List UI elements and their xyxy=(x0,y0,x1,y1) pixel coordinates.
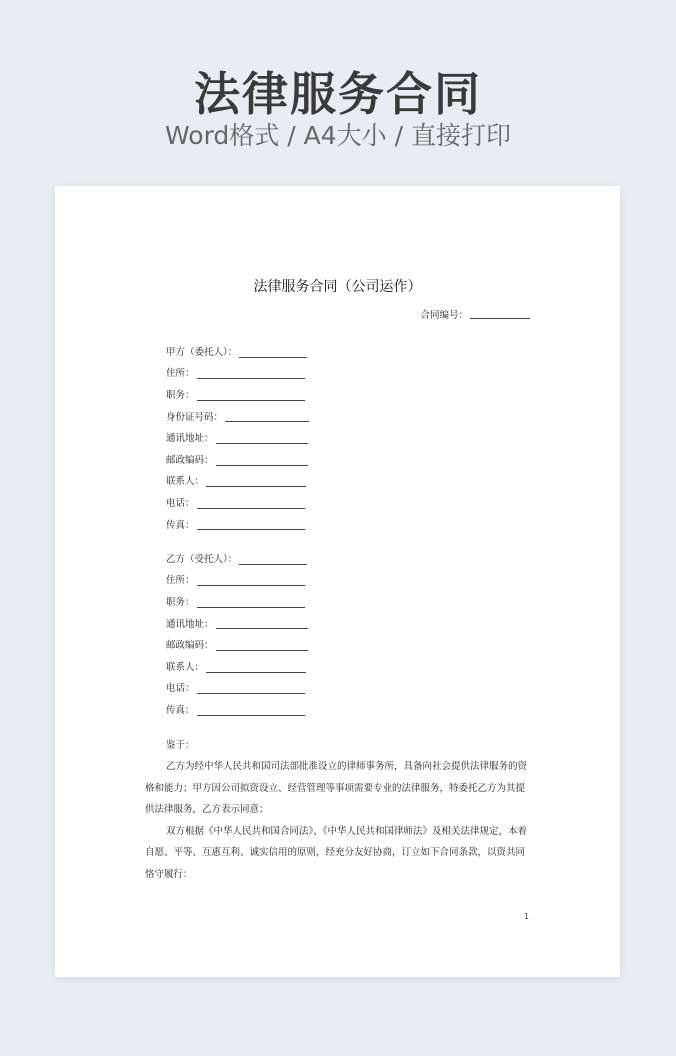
party-b-field: 邮政编码： xyxy=(166,633,308,655)
whereas-label: 鉴于： xyxy=(166,740,195,751)
party-a-field: 身份证号码： xyxy=(166,405,309,427)
document-page xyxy=(55,186,620,977)
party-b-field: 联系人： xyxy=(166,655,308,677)
paragraph-2: 双方根据《中华人民共和国合同法》、《中华人民共和国律师法》及相关法律规定，本着自愿、平等、互惠互利、诚实信用的原则，经充分友好协商，订立如下合同条款，以资共同恪守履行： xyxy=(145,825,528,880)
banner-title: 法律服务合同 xyxy=(194,67,482,121)
contract-number xyxy=(420,307,530,321)
party-a-field: 通讯地址： xyxy=(166,426,309,448)
party-a-field: 传真： xyxy=(166,513,309,535)
party-a-field: 住所： xyxy=(166,362,309,384)
party-b-field: 住所： xyxy=(166,569,308,591)
party-b-field: 职务： xyxy=(166,590,308,612)
party-a-field: 甲方（委托人）： xyxy=(166,340,309,362)
body-paragraphs xyxy=(145,756,530,886)
party-b-field: 传真： xyxy=(166,698,308,720)
banner-subtitle: Word格式 / A4大小 / 直接打印 xyxy=(165,121,511,150)
party-a-fields xyxy=(166,340,309,534)
contract-number-label: 合同编号： xyxy=(420,310,468,321)
party-a-field: 联系人： xyxy=(166,470,309,492)
party-b-field: 乙方（受托人）： xyxy=(166,547,308,569)
party-a-field: 邮政编码： xyxy=(166,448,309,470)
party-a-field: 职务： xyxy=(166,383,309,405)
contract-number-line xyxy=(470,318,530,319)
page-number: 1 xyxy=(524,912,530,921)
party-b-field: 通讯地址： xyxy=(166,612,308,634)
party-b-field: 电话： xyxy=(166,677,308,699)
party-a-field: 电话： xyxy=(166,491,309,513)
document-title: 法律服务合同（公司运作） xyxy=(253,279,422,295)
party-b-fields xyxy=(166,547,308,720)
paragraph-1: 乙方为经中华人民共和国司法部批准设立的律师事务所，具备向社会提供法律服务的资格和能力；甲方因公司拟资设立、经营管理等事项需要专业的法律服务，特委托乙方为其提供法律服务，乙方表示同意； xyxy=(145,761,528,816)
